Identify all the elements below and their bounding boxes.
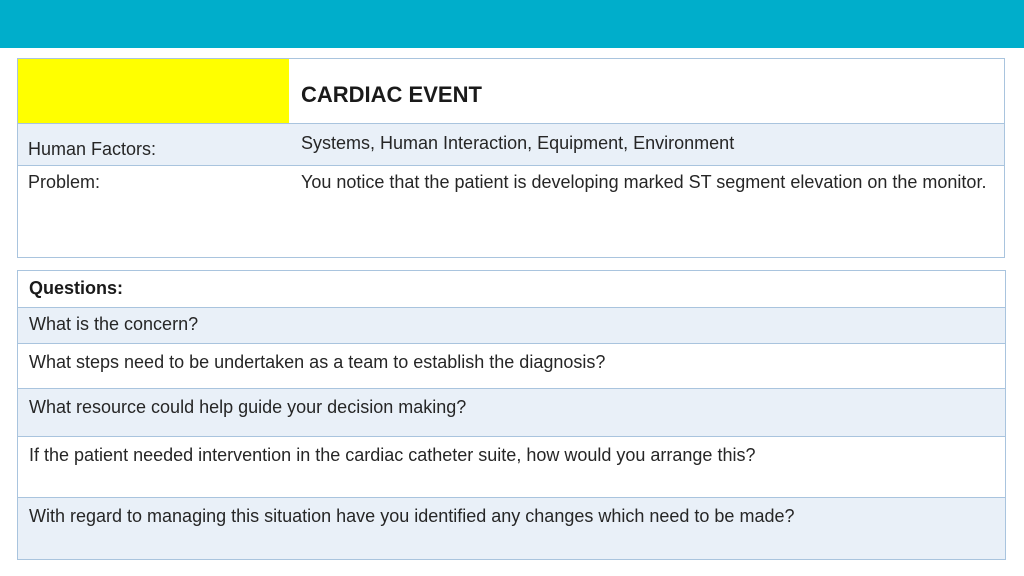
question-text: What steps need to be undertaken as a team to establish the diagnosis? [29,352,606,372]
question-row [18,498,1005,559]
question-text: With regard to managing this situation have you identified any changes which need to be made? [29,506,795,526]
question-row [18,437,1005,498]
questions-heading-row [18,271,1005,308]
problem-value: You notice that the patient is developing marked ST segment elevation on the monitor. [301,172,987,192]
question-row [18,308,1005,344]
problem-label: Problem: [28,172,101,192]
question-text: What resource could help guide your decision making? [29,397,467,417]
highlight-cell [18,59,289,123]
question-row [18,344,1005,389]
problem-row [18,166,1004,257]
questions-table [17,270,1006,560]
top-banner [0,0,1024,48]
human-factors-row [18,123,1004,166]
scenario-header-table [17,58,1005,258]
page-title: CARDIAC EVENT [301,82,482,107]
human-factors-value: Systems, Human Interaction, Equipment, Environment [301,133,735,153]
question-text: If the patient needed intervention in the cardiac catheter suite, how would you arrange this? [29,445,756,465]
questions-heading: Questions: [29,278,124,298]
question-row [18,389,1005,437]
header-title-row [18,59,1004,123]
human-factors-label: Human Factors: [28,139,157,159]
question-text: What is the concern? [29,314,199,334]
